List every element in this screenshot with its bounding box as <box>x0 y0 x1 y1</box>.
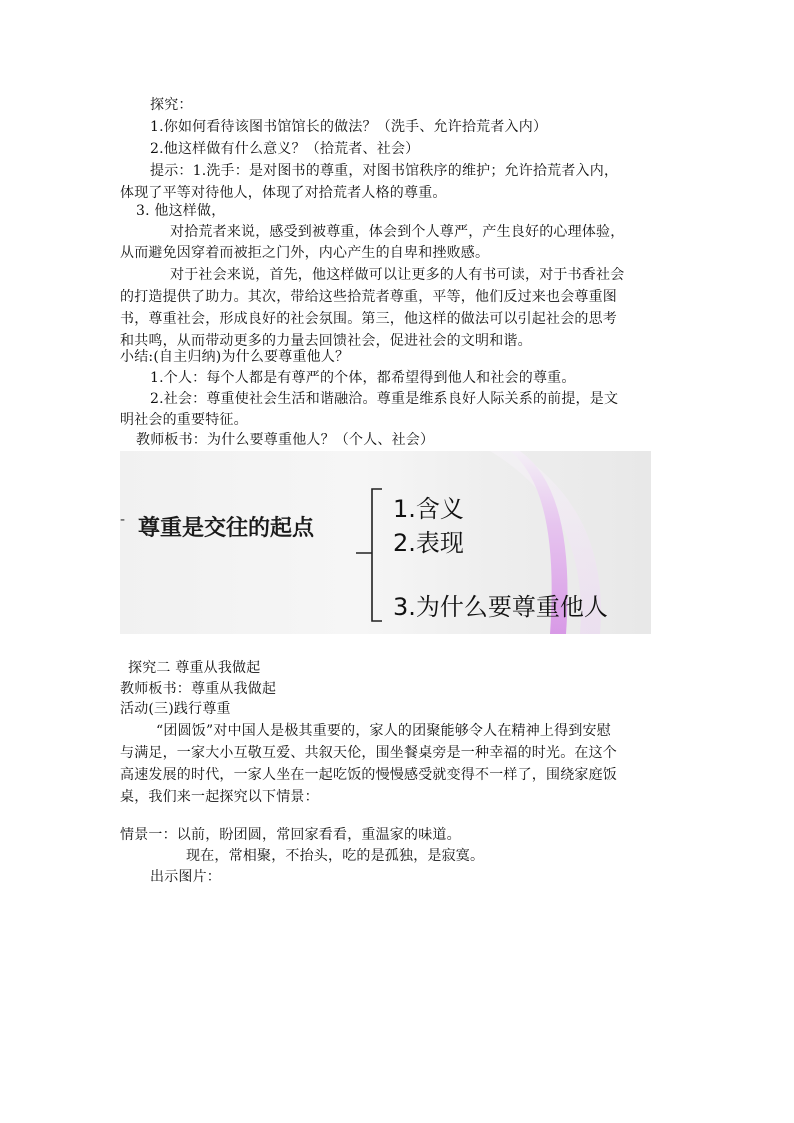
text-line: 书，尊重社会，形成良好的社会氛围。第三，他这样的做法可以引起社会的思考 <box>120 311 617 327</box>
text-line: 探究： <box>150 97 193 113</box>
text-line: 出示图片： <box>150 869 221 885</box>
text-line: 2.社会：尊重使社会生活和谐融洽。尊重是维系良好人际关系的前提，是文 <box>150 391 619 407</box>
slide-item: 3.为什么要尊重他人 <box>393 593 608 621</box>
slide-image <box>120 451 651 634</box>
section-heading: 探究二 尊重从我做起 <box>128 660 261 676</box>
text-line: 高速发展的时代，一家人坐在一起吃饭的慢慢感受就变得不一样了，围绕家庭饭 <box>120 767 617 783</box>
text-line: 明社会的重要特征。 <box>120 412 248 428</box>
text-line: 现在，常相聚，不抬头，吃的是孤独，是寂寞。 <box>186 848 485 864</box>
text-line: 提示：1.洗手：是对图书的尊重，对图书馆秩序的维护；允许拾荒者入内， <box>150 163 619 179</box>
text-line: 1.个人：每个人都是有尊严的个体，都希望得到他人和社会的尊重。 <box>150 370 576 386</box>
text-line: 小结:(自主归纳)为什么要尊重他人？ <box>120 349 350 365</box>
text-line: 桌，我们来一起探究以下情景： <box>120 789 319 805</box>
text-line: 情景一：以前，盼团圆，常回家看看，重温家的味道。 <box>120 827 461 843</box>
slide-title: 尊重是交往的起点 <box>138 516 315 541</box>
text-line: 的打造提供了助力。其次，带给这些拾荒者尊重，平等，他们反过来也会尊重图 <box>120 289 617 305</box>
text-line: 教师板书：为什么要尊重他人？（个人、社会） <box>136 432 435 448</box>
slide-item: 1.含义 <box>393 495 464 523</box>
text-line: 3. 他这样做， <box>136 203 226 219</box>
text-line: 教师板书：尊重从我做起 <box>120 681 277 697</box>
text-line: 从而避免因穿着而被拒之门外，内心产生的自卑和挫败感。 <box>120 245 490 261</box>
text-line: 对拾荒者来说，感受到被尊重，体会到个人尊严，产生良好的心理体验， <box>170 224 625 240</box>
text-line: 2.他这样做有什么意义？（拾荒者、社会） <box>150 141 420 157</box>
text-line: 1.你如何看待该图书馆馆长的做法？（洗手、允许拾荒者入内） <box>150 119 548 135</box>
slide-item: 2.表现 <box>393 529 464 557</box>
text-line: 体现了平等对待他人，体现了对拾荒者人格的尊重。 <box>120 185 447 201</box>
text-line: 与满足，一家大小互敬互爱、共叙天伦，围坐餐桌旁是一种幸福的时光。在这个 <box>120 745 617 761</box>
slide-dash: - <box>120 512 126 528</box>
text-line: 对于社会来说，首先，他这样做可以让更多的人有书可读，对于书香社会 <box>170 267 625 283</box>
text-line: 活动(三)践行尊重 <box>120 701 231 717</box>
text-line: “团圆饭”对中国人是极其重要的，家人的团聚能够令人在精神上得到安慰 <box>156 723 611 739</box>
text-line: 和共鸣，从而带动更多的力量去回馈社会，促进社会的文明和谐。 <box>120 333 532 349</box>
